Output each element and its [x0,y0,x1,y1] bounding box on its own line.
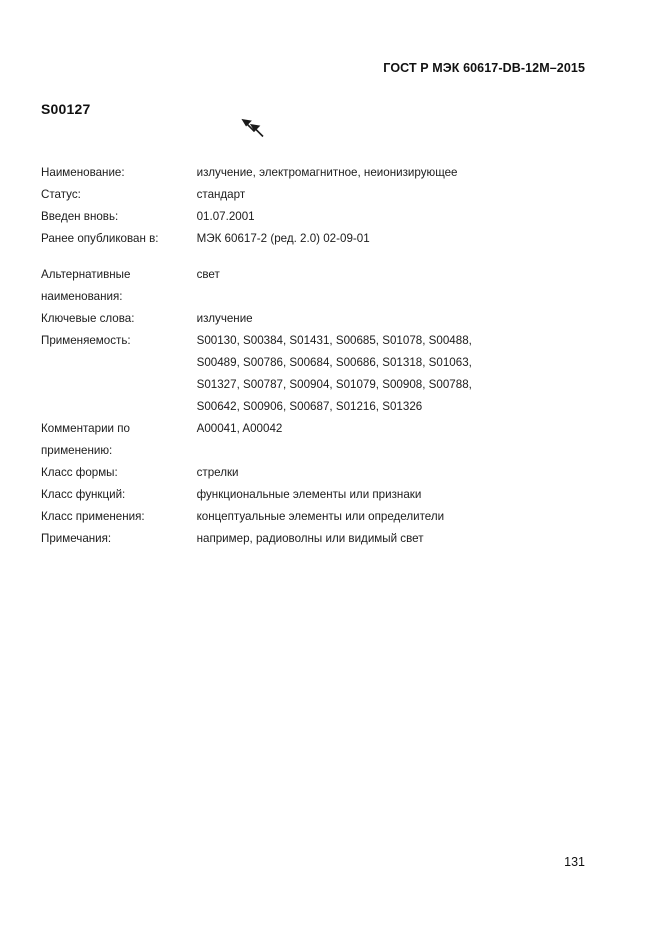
attribute-label-line: Класс функций: [41,488,126,501]
attribute-label-line: Ключевые слова: [41,312,135,325]
attribute-value [197,228,601,250]
attribute-value-line: S00642, S00906, S00687, S01216, S01326 [196,400,423,413]
attribute-value-line: функциональные элементы или признаки [196,488,422,501]
attribute-label-line: Наименование: [41,166,125,179]
attribute-value [197,330,601,418]
attribute-label [41,418,197,462]
attribute-value-spacer [197,440,601,462]
two-parallel-arrows-diagonal-icon [234,103,282,151]
attribute-value-line: свет [196,268,220,281]
attribute-value-line: A00041, A00042 [196,422,283,435]
attribute-label-line: Альтернативные [41,268,131,281]
attribute-label [41,506,197,528]
attribute-label-line: Статус: [41,188,81,201]
attribute-value-line: S01327, S00787, S00904, S01079, S00908, S00788, [196,378,472,391]
attribute-label-line: Применяемость: [41,334,131,347]
attribute-label-line: Введен вновь: [41,210,119,223]
attribute-value-line: S00489, S00786, S00684, S00686, S01318, S01063, [196,356,472,369]
attribute-label [41,528,197,550]
attribute-row [41,184,601,206]
attribute-value [197,250,601,308]
attribute-label [41,462,197,484]
attribute-value [197,418,601,462]
attribute-value [197,528,601,550]
attribute-label [41,228,197,250]
attribute-label-line: Примечания: [41,532,112,545]
attribute-label-line: Комментарии по [41,422,130,435]
attribute-value [197,506,601,528]
attribute-value [197,484,601,506]
attribute-row [41,308,601,330]
page-number: 131 [564,855,585,869]
attribute-row [41,528,601,550]
attribute-row [41,250,601,308]
page-title-symbol-id: S00127 [41,101,91,117]
attribute-value-line: стандарт [196,188,246,201]
attribute-value [197,162,601,184]
attribute-label [41,206,197,228]
attribute-label [41,308,197,330]
attribute-value-spacer [197,286,601,308]
attributes-body [41,162,601,550]
document-header-standard-reference: ГОСТ Р МЭК 60617-DB-12M–2015 [383,61,585,75]
attribute-value [197,462,601,484]
attribute-label-line: Класс формы: [41,466,118,479]
attribute-row [41,484,601,506]
symbol-attributes-table [41,162,601,550]
attribute-row [41,462,601,484]
attribute-label-line: Класс применения: [41,510,145,523]
attribute-label-line: применению: [41,444,113,457]
attribute-label [41,484,197,506]
attribute-value-line: излучение [196,312,253,325]
attribute-row [41,330,601,418]
attribute-value [197,308,601,330]
attribute-row [41,162,601,184]
attribute-row [41,418,601,462]
attribute-value-line: стрелки [196,466,239,479]
attribute-value [197,206,601,228]
attribute-row [41,506,601,528]
attribute-value [197,184,601,206]
attribute-value-line: МЭК 60617-2 (ред. 2.0) 02-09-01 [196,232,370,245]
attribute-label [41,162,197,184]
attribute-label [41,250,197,308]
attribute-value-line: например, радиоволны или видимый свет [196,532,424,545]
attribute-label [41,184,197,206]
attribute-value-line: излучение, электромагнитное, неионизирующее [196,166,458,179]
attribute-value-line: S00130, S00384, S01431, S00685, S01078, S00488, [196,334,472,347]
attribute-label-line: Ранее опубликован в: [41,232,159,245]
attribute-row [41,228,601,250]
attribute-label [41,330,197,418]
attribute-label-line: наименования: [41,290,123,303]
attribute-row [41,206,601,228]
attribute-value-line: концептуальные элементы или определители [196,510,445,523]
attribute-value-line: 01.07.2001 [196,210,255,223]
